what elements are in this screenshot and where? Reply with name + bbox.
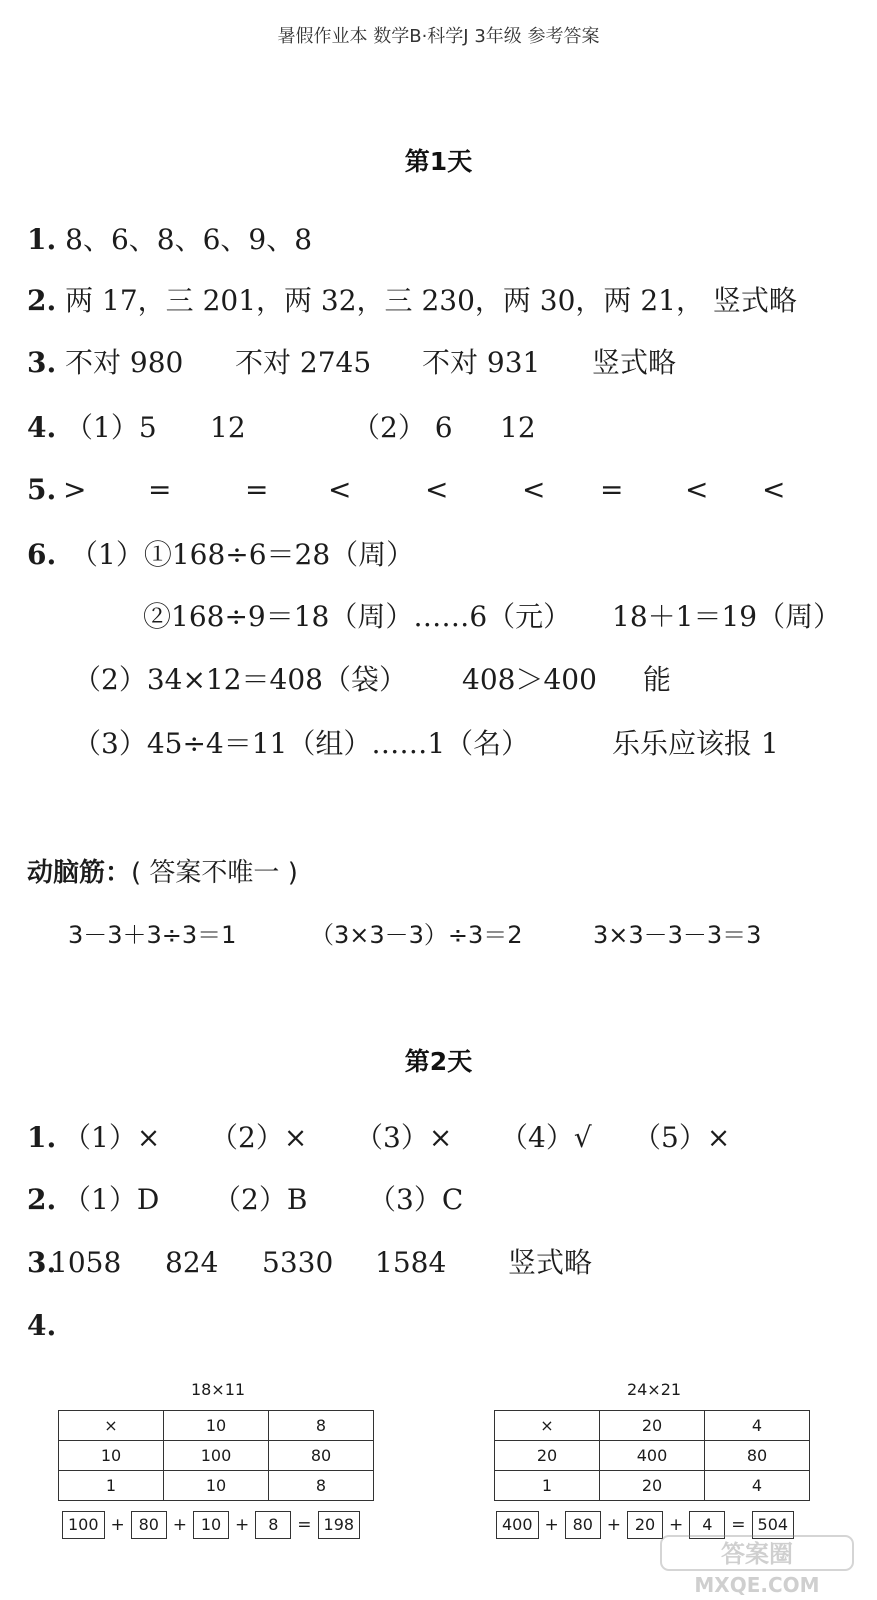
- watermark-bottom: MXQE.COM: [694, 1573, 820, 1596]
- d2-q1-item-2: （2）×: [210, 1121, 308, 1154]
- d2-q3-item-1: 1058: [50, 1246, 122, 1279]
- plus-sign: +: [110, 1515, 125, 1535]
- d1-q6-l4b: 乐乐应该报 1: [612, 727, 779, 760]
- d1-q5-sym-3: =: [245, 473, 269, 506]
- d1-q3-b: 不对 2745: [235, 346, 372, 379]
- d1-q6-l1: （1）①168÷6＝28（周）: [70, 538, 415, 571]
- d2-q3-item-4: 1584: [375, 1246, 447, 1279]
- d1-q3: [27, 345, 56, 381]
- plus-sign: +: [172, 1515, 188, 1535]
- d1-q4-a: （1）5: [65, 411, 157, 444]
- sum-box: 8: [255, 1511, 291, 1539]
- d1-q4: [27, 410, 56, 446]
- d1-q6: [27, 537, 56, 573]
- plus-sign: +: [544, 1515, 559, 1535]
- table-cell: 100: [164, 1441, 269, 1471]
- d1-q4-c: （2） 6: [352, 411, 453, 444]
- table-row: [59, 1471, 374, 1501]
- equals-sign: =: [297, 1515, 312, 1535]
- question-number: 3.: [27, 346, 57, 379]
- d2-q2-item-2: （2）B: [213, 1183, 308, 1216]
- page-header: 暑假作业本 数学B·科学J 3年级 参考答案: [277, 26, 600, 47]
- d1-q5-sym-9: <: [762, 473, 786, 506]
- table-cell: 80: [705, 1441, 810, 1471]
- d1-q5-sym-7: =: [600, 473, 624, 506]
- question-number: 4.: [27, 1309, 57, 1342]
- d1-q5-sym-6: <: [522, 473, 546, 506]
- question-number: 3.: [27, 1246, 57, 1279]
- table-cell: 10: [164, 1471, 269, 1501]
- table-cell: 20: [495, 1441, 600, 1471]
- d1-q5-sym-5: <: [425, 473, 449, 506]
- d2-q1-item-4: （4）√: [500, 1121, 592, 1154]
- d1-q3-c: 不对 931: [422, 346, 541, 379]
- d2-q2: [27, 1182, 56, 1218]
- d2-q1-item-1: （1）×: [63, 1121, 161, 1154]
- sum-box: 20: [627, 1511, 663, 1539]
- table-cell: 80: [269, 1441, 374, 1471]
- equals-sign: =: [731, 1515, 746, 1535]
- question-number: 2.: [27, 284, 57, 317]
- d1-q3-d: 竖式略: [592, 346, 677, 379]
- d2-q1: [27, 1120, 56, 1156]
- brain-eq-2: （3×3－3）÷3＝2: [310, 921, 523, 949]
- d2-q2-item-3: （3）C: [368, 1183, 464, 1216]
- table-1-caption: 18×11: [190, 1380, 246, 1399]
- question-number: 5.: [27, 473, 57, 506]
- d2-q1-item-5: （5）×: [633, 1121, 731, 1154]
- d2-q4: [27, 1308, 56, 1344]
- watermark-top: 答案圈: [721, 1540, 793, 1568]
- d1-q5-sym-4: <: [328, 473, 352, 506]
- table-2-caption: 24×21: [626, 1380, 682, 1399]
- d1-q6-l3a: （2）34×12＝408（袋）: [73, 663, 407, 696]
- d1-q4-b: 12: [210, 411, 246, 444]
- d1-q5-sym-8: <: [685, 473, 709, 506]
- d1-q5-sym-1: >: [63, 473, 87, 506]
- brain-title-note: ( 答案不唯一 ): [131, 858, 298, 888]
- sum-result-box: 198: [318, 1511, 361, 1539]
- sum-box: 4: [689, 1511, 725, 1539]
- d2-q3-item-3: 5330: [262, 1246, 334, 1279]
- table-cell: 400: [600, 1441, 705, 1471]
- brain-eq-1: 3－3＋3÷3＝1: [68, 921, 237, 949]
- d1-q6-l2a: ②168÷9＝18（周）……6（元）: [143, 600, 572, 633]
- day1-title: 第1天: [404, 147, 473, 176]
- table-1: [58, 1410, 374, 1501]
- table-row: [495, 1441, 810, 1471]
- table-cell: 4: [705, 1411, 810, 1441]
- question-number: 6.: [27, 538, 57, 571]
- d1-q3-a: 不对 980: [65, 346, 184, 379]
- question-number: 1.: [27, 223, 57, 256]
- sum-box: 400: [496, 1511, 539, 1539]
- question-number: 2.: [27, 1183, 57, 1216]
- table-cell: 10: [164, 1411, 269, 1441]
- d1-q5: [27, 472, 56, 508]
- d1-q6-l3b: 408＞400: [462, 663, 597, 696]
- brain-title-label: 动脑筋：: [27, 858, 132, 888]
- table-cell: 10: [59, 1441, 164, 1471]
- d2-q2-item-1: （1）D: [63, 1183, 160, 1216]
- plus-sign: +: [606, 1515, 622, 1535]
- question-number: 1.: [27, 1121, 57, 1154]
- table-cell: 4: [705, 1471, 810, 1501]
- table-cell: 8: [269, 1411, 374, 1441]
- d1-q6-l4a: （3）45÷4＝11（组）……1（名）: [73, 727, 530, 760]
- table-cell: 1: [495, 1471, 600, 1501]
- plus-sign: +: [235, 1515, 250, 1535]
- watermark-icon: [657, 1534, 857, 1596]
- sum-box: 80: [131, 1511, 167, 1539]
- sum-box: 10: [193, 1511, 229, 1539]
- d1-q1: [27, 222, 312, 258]
- d1-q5-sym-2: =: [148, 473, 172, 506]
- d1-q2: [27, 283, 797, 319]
- table-2: [494, 1410, 810, 1501]
- plus-sign: +: [669, 1515, 684, 1535]
- table-1-sum: [62, 1511, 360, 1539]
- table-cell: 20: [600, 1471, 705, 1501]
- d2-q3-item-2: 824: [165, 1246, 219, 1279]
- table-cell: 8: [269, 1471, 374, 1501]
- table-cell: 1: [59, 1471, 164, 1501]
- d2-q1-item-3: （3）×: [355, 1121, 453, 1154]
- d1-q4-d: 12: [500, 411, 536, 444]
- sum-box: 80: [565, 1511, 601, 1539]
- table-row: [59, 1411, 374, 1441]
- table-cell: ×: [495, 1411, 600, 1441]
- brain-teaser-title: [27, 852, 298, 889]
- table-row: [495, 1471, 810, 1501]
- watermark-logo: [657, 1534, 857, 1596]
- table-row: [495, 1411, 810, 1441]
- day2-title: 第2天: [404, 1047, 473, 1076]
- answer-text: 8、6、8、6、9、8: [65, 223, 313, 256]
- question-number: 4.: [27, 411, 57, 444]
- table-cell: ×: [59, 1411, 164, 1441]
- brain-eq-3: 3×3－3－3＝3: [593, 921, 762, 949]
- table-cell: 20: [600, 1411, 705, 1441]
- d1-q6-l2b: 18＋1＝19（周）: [612, 600, 842, 633]
- d1-q6-l3c: 能: [643, 663, 672, 696]
- table-row: [59, 1441, 374, 1471]
- sum-result-box: 504: [752, 1511, 795, 1539]
- answer-text: 两 17，三 201，两 32，三 230，两 30，两 21， 竖式略: [65, 284, 797, 317]
- d2-q3-item-5: 竖式略: [508, 1246, 593, 1279]
- sum-box: 100: [62, 1511, 105, 1539]
